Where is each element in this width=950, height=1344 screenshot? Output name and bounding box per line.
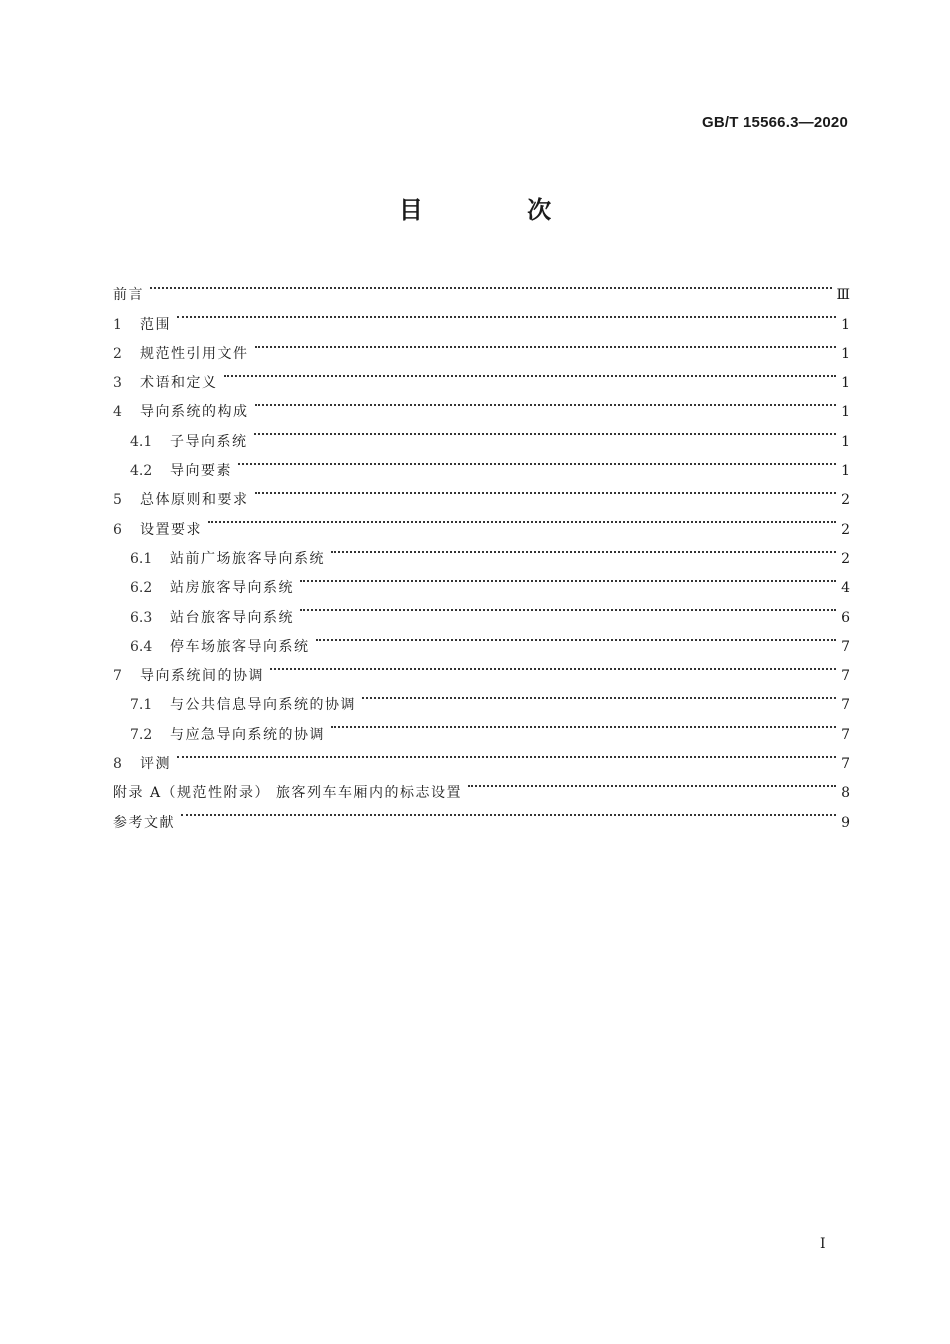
toc-dot-leader: [181, 797, 836, 826]
toc-entry-label: 总体原则和要求: [140, 492, 249, 509]
toc-entry-number: 4.1: [130, 433, 153, 450]
toc-entry-number: 5: [113, 492, 122, 509]
toc-entry-page: 4: [841, 580, 850, 597]
toc-entry-label: 子导向系统: [170, 433, 248, 450]
standard-code: GB/T 15566.3—2020: [702, 114, 848, 131]
toc-entry[interactable]: [113, 739, 850, 773]
toc-dot-leader: [254, 416, 837, 445]
toc-entry-label: 站前广场旅客导向系统: [170, 550, 325, 567]
toc-entry-number: 2: [113, 345, 122, 362]
toc-entry-page: 1: [841, 375, 850, 392]
toc-entry[interactable]: [113, 299, 850, 333]
toc-entry-page: 7: [841, 668, 850, 685]
toc-entry-page: 2: [841, 492, 850, 509]
toc-entry-page: 7: [841, 697, 850, 714]
toc-entry[interactable]: [113, 797, 850, 831]
toc-entry-label: 评测: [140, 756, 171, 773]
toc-dot-leader: [300, 592, 836, 621]
toc-dot-leader: [238, 446, 836, 475]
toc-entry-label: 导向要素: [170, 463, 232, 480]
table-of-contents: [113, 270, 850, 831]
toc-entry-label: 与公共信息导向系统的协调: [170, 697, 356, 714]
toc-dot-leader: [177, 299, 836, 328]
toc-entry-label: 停车场旅客导向系统: [170, 638, 310, 655]
toc-entry-page: 7: [841, 726, 850, 743]
toc-dot-leader: [362, 680, 836, 709]
toc-entry-page: 7: [841, 756, 850, 773]
toc-entry-page: Ⅲ: [836, 287, 850, 304]
toc-entry-number: 6: [113, 521, 122, 538]
page-title: 目 次: [398, 196, 600, 224]
toc-entry-page: 1: [841, 316, 850, 333]
toc-entry[interactable]: [113, 329, 850, 362]
toc-dot-leader: [316, 622, 837, 651]
toc-entry-label: 前言: [113, 287, 144, 304]
toc-dot-leader: [331, 534, 836, 563]
toc-entry-number: 7: [113, 668, 122, 685]
toc-entry-number: 4: [113, 404, 122, 421]
toc-entry-label: 规范性引用文件: [140, 345, 249, 362]
toc-entry[interactable]: [113, 387, 850, 421]
toc-entry-page: 6: [841, 609, 850, 626]
toc-entry-label: 设置要求: [140, 521, 202, 538]
toc-dot-leader: [255, 387, 837, 416]
toc-dot-leader: [177, 739, 836, 768]
toc-entry-label: 站台旅客导向系统: [170, 609, 294, 626]
toc-entry-number: 8: [113, 756, 122, 773]
toc-dot-leader: [255, 475, 837, 504]
toc-entry-number: 6.4: [130, 638, 153, 655]
toc-dot-leader: [255, 329, 837, 358]
toc-entry-page: 2: [841, 550, 850, 567]
toc-entry-number: 1: [113, 316, 122, 333]
toc-entry-page: 1: [841, 433, 850, 450]
toc-dot-leader: [150, 270, 832, 299]
toc-dot-leader: [224, 358, 837, 387]
toc-entry-label: 术语和定义: [140, 375, 218, 392]
toc-entry[interactable]: [113, 504, 850, 538]
toc-entry-label: 导向系统间的协调: [140, 668, 264, 685]
toc-entry-page: 2: [841, 521, 850, 538]
toc-entry[interactable]: [113, 270, 850, 304]
toc-entry-label: 范围: [140, 316, 171, 333]
toc-entry-page: 1: [841, 404, 850, 421]
toc-entry[interactable]: [113, 768, 850, 802]
toc-entry-number: 6.2: [130, 580, 153, 597]
toc-entry-label: 导向系统的构成: [140, 404, 249, 421]
toc-entry-label: 站房旅客导向系统: [170, 580, 294, 597]
toc-entry-number: 7.1: [130, 697, 153, 714]
toc-entry-page: 7: [841, 638, 850, 655]
toc-entry-number: 3: [113, 375, 122, 392]
toc-entry-page: 9: [841, 814, 850, 831]
toc-dot-leader: [331, 709, 836, 738]
toc-entry[interactable]: [113, 534, 850, 567]
toc-entry-number: 6.1: [130, 550, 153, 567]
toc-dot-leader: [468, 768, 836, 797]
toc-dot-leader: [270, 651, 836, 680]
toc-entry-page: 8: [841, 785, 850, 802]
toc-entry-page: 1: [841, 463, 850, 480]
toc-entry-number: 7.2: [130, 726, 153, 743]
page-number: I: [820, 1236, 826, 1252]
toc-dot-leader: [208, 504, 836, 533]
toc-dot-leader: [300, 563, 836, 592]
toc-entry-number: 4.2: [130, 463, 153, 480]
toc-entry-page: 1: [841, 345, 850, 362]
toc-entry[interactable]: [113, 358, 850, 392]
toc-entry-label: 附录 A（规范性附录） 旅客列车车厢内的标志设置: [113, 785, 463, 802]
toc-entry-label: 与应急导向系统的协调: [170, 726, 325, 743]
toc-entry-number: 6.3: [130, 609, 153, 626]
toc-entry-label: 参考文献: [113, 814, 175, 831]
